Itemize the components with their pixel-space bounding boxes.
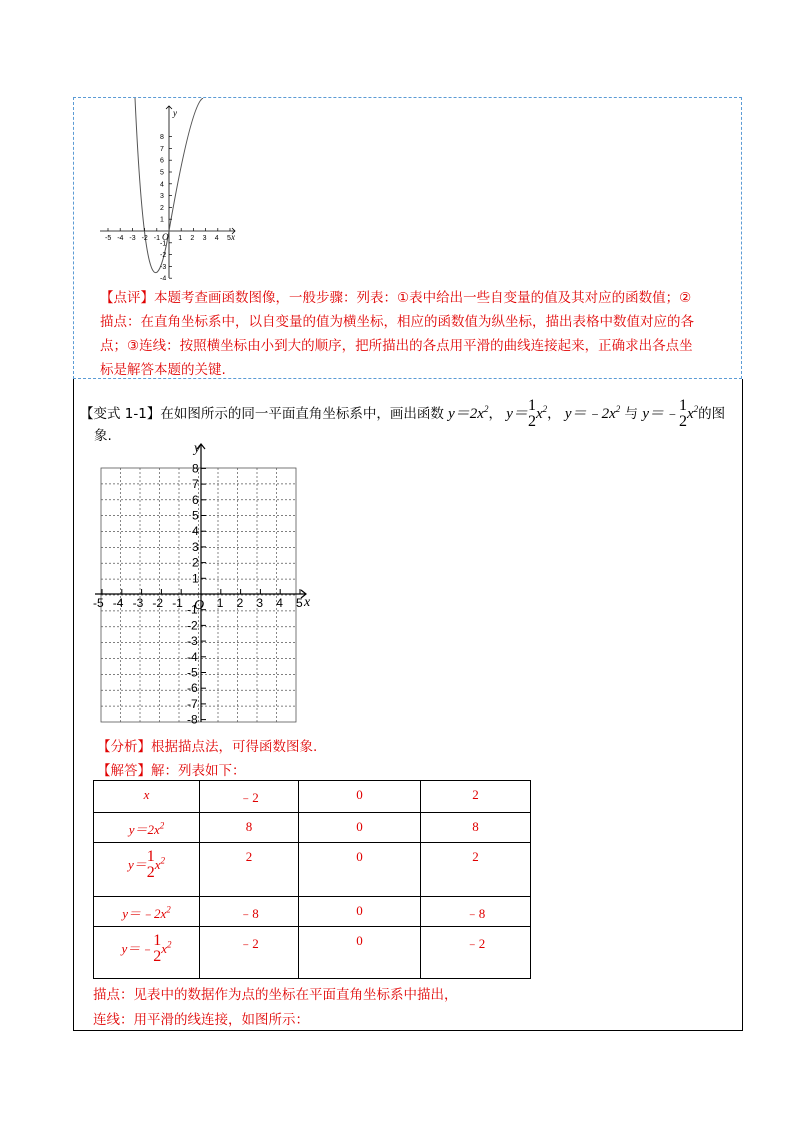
grid-y-tick-label: -7 [187,696,198,711]
small-x-tick-label: -5 [105,235,112,242]
func-2-prefix: y＝ [506,406,528,422]
grid-x-tick-label: 4 [276,596,283,610]
table-cell: 0 [299,843,421,897]
question-tag: 【变式 1-1】 [80,406,161,422]
table-cell: 0 [299,927,421,979]
small-x-tick-label: 3 [202,235,207,242]
grid-y-tick-label: -6 [187,681,198,696]
table-cell: ﹣2 [200,927,299,979]
question-line-2: 象. [94,428,112,444]
half-num: 1 [146,848,155,865]
table-row [94,813,531,843]
grid-y-tick-label: 2 [192,555,199,570]
small-y-tick-label: -3 [160,263,167,271]
func-2-suffix: x [535,406,543,422]
grid-y-tick-label: 1 [192,571,199,586]
table-header-cell: 2 [421,781,531,813]
small-parabola-graph [95,98,245,280]
analysis-text: 【分析】根据描点法，可得函数图象. [97,739,318,755]
small-x-tick-label: -1 [153,235,161,242]
small-y-label: y [173,108,177,118]
sep-1: ， [488,406,502,422]
sep-2: ， [547,406,561,422]
small-y-tick-label: 1 [160,216,164,224]
half-num-2: 1 [679,397,687,414]
grid-y-label: y [194,441,201,456]
small-x-tick-label: -4 [117,235,124,242]
grid-y-tick-label: -8 [187,712,198,727]
grid-y-tick-label: 3 [192,539,199,554]
small-y-tick-label: 4 [160,181,164,189]
table-row-label [94,897,200,927]
small-x-tick-label: -2 [141,235,148,242]
grid-x-tick-label: -5 [93,596,104,610]
table-cell: 8 [200,813,299,843]
small-y-tick-label: -2 [160,252,167,260]
grid-x-tick-label: 1 [216,596,224,610]
half-den: 2 [153,948,162,965]
small-y-tick-label: 7 [160,145,164,153]
grid-origin-label: O [194,598,205,613]
half-num: 1 [153,932,162,949]
small-x-tick-label: 1 [178,235,183,242]
answer-text: 【解答】解：列表如下： [97,763,246,779]
small-x-label: x [231,232,235,242]
table-row [94,843,531,897]
comment-line-3: 点；③连线：按照横坐标由小到大的顺序，把所描出的各点用平滑的曲线连接起来，正确求出各点坐 [100,338,693,354]
half-den-2: 2 [679,413,687,430]
func-3: y＝﹣2x [564,406,616,422]
small-y-tick-label: 8 [160,134,164,142]
table-cell: 2 [421,843,531,897]
row-label-exp: 2 [159,820,165,831]
grid-x-tick-label: 2 [236,596,244,610]
func-4-prefix: y＝﹣ [642,406,679,422]
table-cell: 0 [299,813,421,843]
comment-line-4: 标是解答本题的关键. [100,362,226,378]
value-table [93,780,531,979]
x-sym: x [154,857,161,872]
grid-x-tick-label: 5 [296,596,303,610]
row-label-text: y＝2x [128,822,160,837]
grid-x-label: x [304,595,311,610]
comment-line-2: 描点：在直角坐标系中，以自变量的值为横坐标，相应的函数值为纵坐标，描出表格中数值对应的各 [100,314,694,330]
half-den: 2 [527,413,536,430]
row-label-text: y＝﹣ [121,941,154,956]
table-cell: 2 [200,843,299,897]
row-label-text: y＝﹣2x [122,906,167,921]
small-x-tick-label: 4 [214,235,219,242]
row-label-text: y＝ [127,857,147,872]
small-y-tick-label: 5 [160,169,164,177]
table-header-cell: x [94,781,200,813]
comment-line-1: 【点评】本题考查画函数图像，一般步骤：列表：①表中给出一些自变量的值及其对应的函数值；② [100,290,692,306]
x-sym: x [161,941,168,956]
step-connect-text: 连线：用平滑的线连接，如图所示： [93,1012,309,1028]
table-row-label [94,927,200,979]
grid-x-tick-label: 3 [256,596,264,610]
table-cell: 0 [299,897,421,927]
grid-y-tick-label: 6 [192,492,199,507]
table-header-cell: ﹣2 [200,781,299,813]
grid-y-tick-label: -4 [187,649,198,664]
small-x-tick-label: 5 [227,235,231,242]
grid-x-tick-label: -4 [112,596,124,610]
table-cell: ﹣8 [200,897,299,927]
row-label-exp: 2 [160,855,166,866]
small-x-tick-label: 2 [190,235,195,242]
grid-y-tick-label: 8 [192,461,199,476]
grid-y-tick-label: 5 [192,508,199,523]
table-row-label [94,813,200,843]
small-y-tick-label: -4 [160,275,167,280]
table-cell: ﹣8 [421,897,531,927]
question-text: 在如图所示的同一平面直角坐标系中，画出函数 [160,406,444,422]
coordinate-grid [90,440,322,728]
row-label-exp: 2 [167,939,172,950]
small-y-tick-label: 2 [160,204,164,212]
conj: 与 [624,406,639,422]
grid-x-tick-label: -3 [132,596,144,610]
small-y-tick-label: 6 [160,157,164,165]
small-x-tick-label: -3 [129,235,136,242]
row-label-exp: 2 [166,904,171,915]
small-y-tick-label: 3 [160,193,164,201]
grid-y-tick-label: -3 [187,634,198,649]
grid-x-tick-label: -1 [172,596,183,610]
grid-y-tick-label: -2 [187,618,198,633]
func-1: y＝2x [448,406,484,422]
table-cell: 8 [421,813,531,843]
small-y-tick-label: -1 [160,240,167,248]
grid-y-tick-label: -1 [187,602,198,617]
half-den: 2 [146,864,155,881]
step-plot-text: 描点：见表中的数据作为点的坐标在平面直角坐标系中描出， [93,987,458,1003]
grid-x-tick-label: -2 [152,596,164,610]
grid-y-tick-label: 4 [192,524,199,539]
table-row-label [94,843,200,897]
func-4-suffix: x [687,406,694,422]
table-cell: ﹣2 [421,927,531,979]
grid-y-tick-label: -5 [187,665,198,680]
small-origin-label: O [162,232,169,242]
comment-text [100,286,740,382]
table-row [94,781,531,813]
question-text-after: 的图 [698,406,726,422]
table-row [94,897,531,927]
table-header-cell: 0 [299,781,421,813]
question-line-1: 【变式 1-1】在如图所示的同一平面直角坐标系中，画出函数 $y=2x^2$， y＝ 1 2 $x^2$， $y=﹣2x^2$ 与 y＝﹣ 1 2 $x^2$的图 [80,397,726,430]
table-row [94,927,531,979]
half-num: 1 [527,397,536,414]
grid-y-tick-label: 7 [192,477,199,492]
